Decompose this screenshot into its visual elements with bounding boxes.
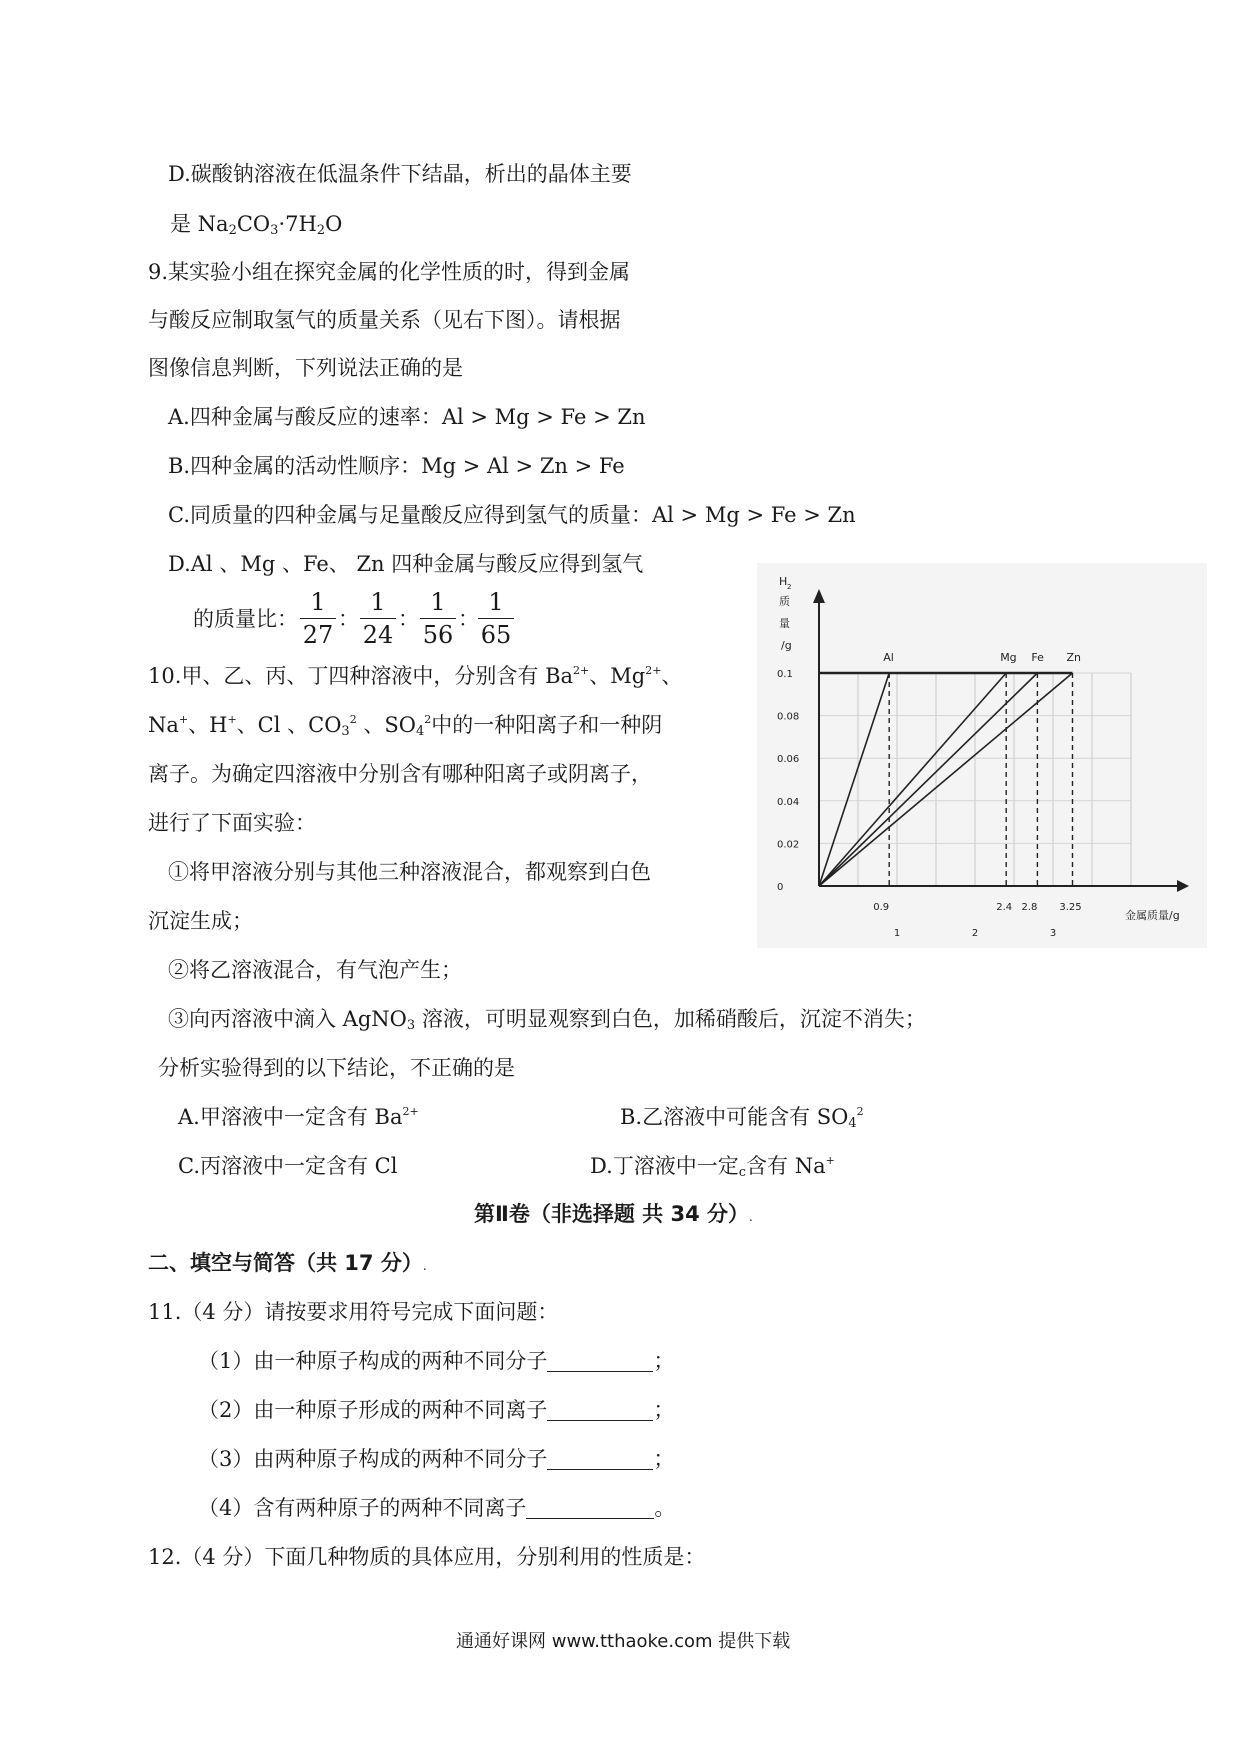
fraction-fe: 1 56 [420, 588, 456, 649]
ratio-colon: ： [398, 607, 419, 631]
q10-stem-line3: 离子。为确定四溶液中分别含有哪种阳离子或阴离子， [148, 762, 652, 786]
ratio-colon: ： [458, 607, 479, 631]
series-label-fe: Fe [1031, 651, 1044, 664]
q11-item-2: （2）由一种原子形成的两种不同离子 ； [198, 1398, 675, 1422]
fraction-zn: 1 65 [478, 588, 514, 649]
fraction-al: 1 27 [300, 588, 336, 649]
q11-item-3: （3）由两种原子构成的两种不同分子 ； [198, 1447, 675, 1471]
y-tick-label: 0.04 [777, 796, 800, 808]
x-number-label: 1 [893, 928, 901, 939]
x-number-label: 2 [971, 928, 979, 939]
q8-option-d-line2: 是 $Na_2CO_3\cdot 7H_2O$ [170, 212, 343, 238]
h2-mass-chart [757, 563, 1207, 948]
x-mark-label: 0.9 [873, 902, 890, 913]
y-axis-label-line: 质 [779, 595, 790, 608]
q10-experiment-3: ③向丙溶液中滴入 AgNO$_3$ 溶液，可明显观察到白色，加稀硝酸后，沉淀不消失； [168, 1007, 926, 1033]
q11-item-4: （4）含有两种原子的两种不同离子 。 [198, 1496, 676, 1520]
x-mark-label: 2.8 [1021, 902, 1038, 913]
q9-stem-line3: 图像信息判断，下列说法正确的是 [148, 356, 463, 380]
q11-stem: 11.（4 分）请按要求用符号完成下面问题： [148, 1300, 559, 1324]
x-mark-label: 3.25 [1059, 902, 1082, 913]
q10-experiment-1-line1: ①将甲溶液分别与其他三种溶液混合，都观察到白色 [168, 860, 651, 884]
answer-blank[interactable] [547, 1349, 653, 1372]
part2-title: 第Ⅱ卷（非选择题 共 34 分）. [474, 1202, 753, 1226]
q12-stem: 12.（4 分）下面几种物质的具体应用，分别利用的性质是： [148, 1545, 706, 1569]
q10-option-a: A.甲溶液中一定含有 $Ba^{2+}$ [178, 1105, 419, 1129]
answer-blank[interactable] [547, 1447, 653, 1470]
y-axis-label-line: /g [781, 639, 792, 652]
y-tick-label: 0.1 [777, 669, 793, 680]
y-axis-label-h2: H [779, 575, 788, 588]
x-axis-label: 金属质量/g [1125, 909, 1180, 922]
y-axis-label-line: 量 [779, 617, 790, 630]
series-label-al: Al [883, 651, 894, 664]
y-tick-label: 0.06 [777, 754, 800, 766]
q8-option-d-line1: D.碳酸钠溶液在低温条件下结晶，析出的晶体主要 [168, 162, 632, 186]
section-title: 二、填空与简答（共 17 分）. [148, 1251, 427, 1275]
q9-stem-line2: 与酸反应制取氢气的质量关系（见右下图）。请根据 [148, 308, 621, 332]
y-axis-label-subscript: 2 [787, 583, 792, 591]
ratio-colon: ： [338, 607, 359, 631]
q10-experiment-2: ②将乙溶液混合，有气泡产生； [168, 958, 462, 982]
q9-option-b: B.四种金属的活动性顺序：Mg > Al > Zn > Fe [168, 454, 625, 478]
q10-option-d: D.丁溶液中一定$_c$含有 Na+ [590, 1154, 835, 1180]
y-tick-label: 0 [777, 882, 784, 893]
q9-option-d-line1: D.Al 、Mg 、Fe、 Zn 四种金属与酸反应得到氢气 [168, 552, 644, 576]
q9-option-a: A.四种金属与酸反应的速率：Al > Mg > Fe > Zn [168, 405, 646, 429]
page-footer: 通通好课网 www.tthaoke.com 提供下载 [456, 1631, 791, 1652]
q10-experiment-1-line2: 沉淀生成； [148, 909, 253, 933]
x-number-label: 3 [1049, 928, 1057, 939]
answer-blank[interactable] [526, 1496, 654, 1519]
fraction-mg: 1 24 [360, 588, 396, 649]
q11-item-1: （1）由一种原子构成的两种不同分子 ； [198, 1349, 675, 1373]
answer-blank[interactable] [547, 1398, 653, 1421]
q9-option-d-ratio-label: 的质量比： [193, 607, 298, 631]
y-tick-label: 0.08 [777, 711, 800, 723]
y-tick-label: 0.02 [777, 839, 800, 851]
q10-question: 分析实验得到的以下结论，不正确的是 [158, 1056, 515, 1080]
q10-stem-line4: 进行了下面实验： [148, 811, 316, 835]
series-label-mg: Mg [1000, 651, 1017, 664]
q9-option-c: C.同质量的四种金属与足量酸反应得到氢气的质量：Al > Mg > Fe > Zn [168, 503, 856, 527]
q10-option-c: C.丙溶液中一定含有 Cl [178, 1154, 398, 1178]
x-mark-label: 2.4 [996, 902, 1013, 913]
q10-stem-line1: 10.甲、乙、丙、丁四种溶液中，分别含有 $Ba^{2+}$、$Mg^{2+}$、 [148, 664, 683, 688]
q10-stem-line2: Na+、H+、Cl 、$CO_3^2$ 、$SO_4^2$中的一种阳离子和一种阴 [148, 713, 663, 739]
q10-option-b: B.乙溶液中可能含有 $SO_4^2$ [620, 1105, 864, 1131]
q9-stem-line1: 9.某实验小组在探究金属的化学性质的时，得到金属 [148, 260, 631, 284]
series-label-zn: Zn [1066, 651, 1082, 664]
